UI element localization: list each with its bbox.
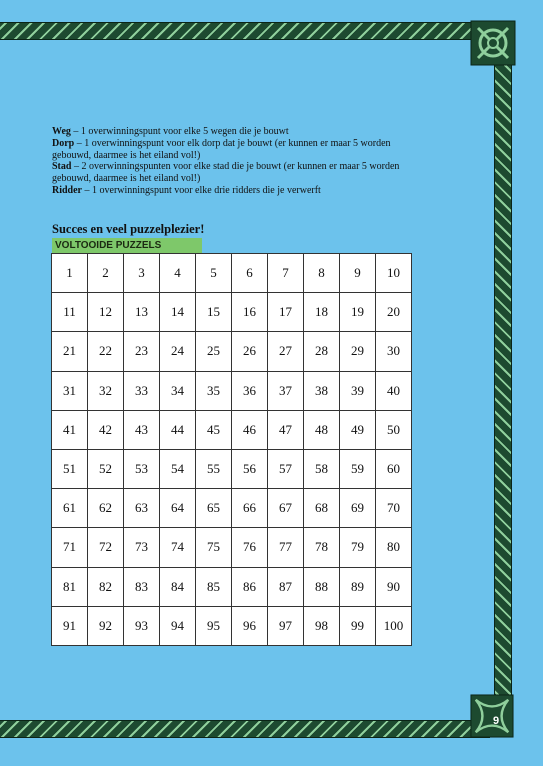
puzzle-number-cell[interactable]: 71 — [52, 528, 88, 567]
puzzle-number-cell[interactable]: 10 — [376, 254, 412, 293]
puzzle-number-cell[interactable]: 63 — [124, 489, 160, 528]
puzzle-number-cell[interactable]: 31 — [52, 371, 88, 410]
puzzle-number-cell[interactable]: 73 — [124, 528, 160, 567]
puzzle-number-cell[interactable]: 37 — [268, 371, 304, 410]
rule-stad — [52, 161, 412, 185]
puzzle-number-cell[interactable]: 84 — [160, 567, 196, 606]
puzzle-number-cell[interactable]: 90 — [376, 567, 412, 606]
puzzle-number-cell[interactable]: 11 — [52, 293, 88, 332]
puzzle-number-cell[interactable]: 98 — [304, 606, 340, 645]
puzzle-number-cell[interactable]: 6 — [232, 254, 268, 293]
puzzle-number-cell[interactable]: 70 — [376, 489, 412, 528]
grid-row — [52, 254, 412, 293]
puzzle-number-cell[interactable]: 87 — [268, 567, 304, 606]
puzzle-number-cell[interactable]: 79 — [340, 528, 376, 567]
puzzle-number-cell[interactable]: 65 — [196, 489, 232, 528]
top-celtic-border — [0, 22, 495, 40]
puzzle-number-cell[interactable]: 96 — [232, 606, 268, 645]
puzzle-number-cell[interactable]: 24 — [160, 332, 196, 371]
puzzle-number-cell[interactable]: 2 — [88, 254, 124, 293]
puzzle-number-cell[interactable]: 19 — [340, 293, 376, 332]
grid-row — [52, 293, 412, 332]
closing-line: Succes en veel puzzelplezier! — [52, 222, 205, 236]
puzzle-number-cell[interactable]: 29 — [340, 332, 376, 371]
grid-row — [52, 371, 412, 410]
puzzle-number-cell[interactable]: 85 — [196, 567, 232, 606]
puzzle-number-cell[interactable]: 77 — [268, 528, 304, 567]
puzzle-number-cell[interactable]: 12 — [88, 293, 124, 332]
puzzle-number-cell[interactable]: 97 — [268, 606, 304, 645]
rule-ridder — [52, 185, 412, 197]
rule-term: Dorp — [52, 137, 75, 149]
puzzle-number-cell[interactable]: 41 — [52, 410, 88, 449]
top-right-knot-icon — [470, 20, 516, 66]
puzzle-number-cell[interactable]: 99 — [340, 606, 376, 645]
grid-row — [52, 449, 412, 488]
rule-text: – 2 overwinningspunten voor elke stad die je bouwt (er kunnen er maar 5 worden gebouwd, daarmee is het eiland vol!) — [52, 161, 400, 185]
puzzle-number-cell[interactable]: 44 — [160, 410, 196, 449]
puzzle-number-cell[interactable]: 15 — [196, 293, 232, 332]
puzzle-number-cell[interactable]: 46 — [232, 410, 268, 449]
rule-dorp — [52, 138, 412, 162]
puzzle-number-cell[interactable]: 42 — [88, 410, 124, 449]
puzzle-number-cell[interactable]: 55 — [196, 449, 232, 488]
puzzle-number-cell[interactable]: 53 — [124, 449, 160, 488]
puzzle-number-cell[interactable]: 66 — [232, 489, 268, 528]
puzzle-number-cell[interactable]: 30 — [376, 332, 412, 371]
puzzle-number-cell[interactable]: 75 — [196, 528, 232, 567]
puzzle-number-cell[interactable]: 52 — [88, 449, 124, 488]
grid-row — [52, 489, 412, 528]
puzzle-number-cell[interactable]: 100 — [376, 606, 412, 645]
puzzle-number-cell[interactable]: 88 — [304, 567, 340, 606]
puzzle-number-cell[interactable]: 62 — [88, 489, 124, 528]
puzzle-number-cell[interactable]: 39 — [340, 371, 376, 410]
puzzle-number-cell[interactable]: 57 — [268, 449, 304, 488]
puzzle-number-cell[interactable]: 68 — [304, 489, 340, 528]
puzzle-number-cell[interactable]: 92 — [88, 606, 124, 645]
puzzle-number-cell[interactable]: 81 — [52, 567, 88, 606]
puzzle-number-cell[interactable]: 18 — [304, 293, 340, 332]
puzzle-number-cell[interactable]: 45 — [196, 410, 232, 449]
puzzle-number-cell[interactable]: 1 — [52, 254, 88, 293]
grid-row — [52, 528, 412, 567]
puzzle-number-cell[interactable]: 59 — [340, 449, 376, 488]
right-celtic-border — [494, 60, 512, 710]
grid-row — [52, 410, 412, 449]
puzzle-number-cell[interactable]: 64 — [160, 489, 196, 528]
puzzle-number-cell[interactable]: 3 — [124, 254, 160, 293]
puzzle-number-cell[interactable]: 5 — [196, 254, 232, 293]
puzzle-number-cell[interactable]: 20 — [376, 293, 412, 332]
puzzle-number-cell[interactable]: 49 — [340, 410, 376, 449]
rule-text: – 1 overwinningspunt voor elke drie ridders die je verwerft — [82, 184, 321, 196]
puzzle-number-cell[interactable]: 38 — [304, 371, 340, 410]
puzzle-number-cell[interactable]: 28 — [304, 332, 340, 371]
puzzle-number-cell[interactable]: 69 — [340, 489, 376, 528]
rule-text: – 1 overwinningspunt voor elk dorp dat je bouwt (er kunnen er maar 5 worden gebouwd, daarmee is het eiland vol!) — [52, 137, 391, 161]
puzzle-number-cell[interactable]: 95 — [196, 606, 232, 645]
rule-term: Ridder — [52, 184, 82, 196]
bottom-celtic-border — [0, 720, 490, 738]
puzzle-number-cell[interactable]: 21 — [52, 332, 88, 371]
puzzle-number-cell[interactable]: 78 — [304, 528, 340, 567]
puzzle-number-cell[interactable]: 83 — [124, 567, 160, 606]
puzzle-number-cell[interactable]: 17 — [268, 293, 304, 332]
puzzle-number-cell[interactable]: 48 — [304, 410, 340, 449]
puzzle-number-cell[interactable]: 58 — [304, 449, 340, 488]
puzzle-number-cell[interactable]: 91 — [52, 606, 88, 645]
puzzle-number-cell[interactable]: 67 — [268, 489, 304, 528]
puzzle-number-cell[interactable]: 61 — [52, 489, 88, 528]
puzzle-number-cell[interactable]: 8 — [304, 254, 340, 293]
scoring-rules — [52, 126, 412, 197]
puzzle-number-cell[interactable]: 34 — [160, 371, 196, 410]
puzzle-number-cell[interactable]: 40 — [376, 371, 412, 410]
puzzle-number-cell[interactable]: 82 — [88, 567, 124, 606]
puzzle-number-cell[interactable]: 33 — [124, 371, 160, 410]
puzzle-number-cell[interactable]: 23 — [124, 332, 160, 371]
puzzle-number-cell[interactable]: 72 — [88, 528, 124, 567]
puzzle-number-cell[interactable]: 13 — [124, 293, 160, 332]
puzzle-number-cell[interactable]: 26 — [232, 332, 268, 371]
puzzle-number-cell[interactable]: 35 — [196, 371, 232, 410]
puzzle-number-cell[interactable]: 22 — [88, 332, 124, 371]
puzzle-number-cell[interactable]: 76 — [232, 528, 268, 567]
puzzle-number-cell[interactable]: 16 — [232, 293, 268, 332]
rule-term: Stad — [52, 161, 72, 173]
rule-weg — [52, 126, 412, 138]
puzzle-number-cell[interactable]: 32 — [88, 371, 124, 410]
completed-puzzles-grid — [51, 253, 412, 646]
rule-term: Weg — [52, 126, 71, 137]
puzzle-number-cell[interactable]: 93 — [124, 606, 160, 645]
puzzle-number-cell[interactable]: 54 — [160, 449, 196, 488]
puzzle-number-cell[interactable]: 4 — [160, 254, 196, 293]
puzzle-number-cell[interactable]: 60 — [376, 449, 412, 488]
puzzle-number-cell[interactable]: 94 — [160, 606, 196, 645]
puzzle-number-cell[interactable]: 74 — [160, 528, 196, 567]
puzzle-number-cell[interactable]: 86 — [232, 567, 268, 606]
rule-text: – 1 overwinningspunt voor elke 5 wegen die je bouwt — [70, 126, 289, 137]
puzzle-number-cell[interactable]: 56 — [232, 449, 268, 488]
completed-puzzles-header: VOLTOOIDE PUZZELS — [52, 238, 202, 253]
puzzle-number-cell[interactable]: 47 — [268, 410, 304, 449]
puzzle-number-cell[interactable]: 14 — [160, 293, 196, 332]
puzzle-number-cell[interactable]: 89 — [340, 567, 376, 606]
puzzle-number-cell[interactable]: 25 — [196, 332, 232, 371]
grid-row — [52, 606, 412, 645]
grid-row — [52, 332, 412, 371]
puzzle-number-cell[interactable]: 43 — [124, 410, 160, 449]
puzzle-number-cell[interactable]: 50 — [376, 410, 412, 449]
puzzle-number-cell[interactable]: 7 — [268, 254, 304, 293]
page-number: 9 — [492, 715, 500, 727]
puzzle-number-cell[interactable]: 27 — [268, 332, 304, 371]
puzzle-number-cell[interactable]: 36 — [232, 371, 268, 410]
puzzle-number-cell[interactable]: 51 — [52, 449, 88, 488]
puzzle-number-cell[interactable]: 80 — [376, 528, 412, 567]
puzzle-number-cell[interactable]: 9 — [340, 254, 376, 293]
grid-row — [52, 567, 412, 606]
